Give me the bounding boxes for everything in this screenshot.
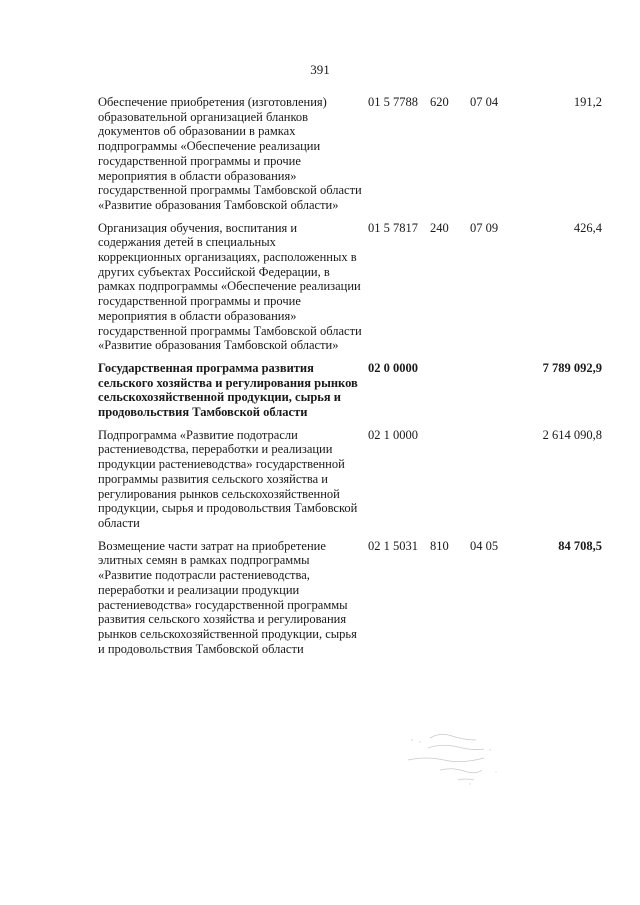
row-target-article: 01 5 7788 (368, 95, 418, 109)
row-section: 04 05 (470, 538, 499, 553)
row-sum: 84 708,5 (558, 538, 602, 553)
row-name: Подпрограмма «Развитие подотрасли растениеводства, переработки и реализации продукции растениеводства» государственной программы развития сельского хозяйства и регулирования рынков сельскохозяйственной продукции, сырья и продовольствия Тамбовской области (98, 427, 358, 530)
row-section: 07 09 (470, 220, 499, 235)
page-number: 391 (310, 62, 330, 77)
table-row (98, 95, 602, 213)
table-row (98, 428, 602, 531)
row-target-article: 02 1 0000 (368, 427, 418, 442)
row-name: Возмещение части затрат на приобретение элитных семян в рамках подпрограммы «Развитие подотрасли растениеводства, переработки и реализации продукции растениеводства» государственной программы развития сельского хозяйства и регулирования рынков сельскохозяйственной продукции, сырья и продовольствия Тамбовской области (98, 538, 357, 656)
row-name: Государственная программа развития сельского хозяйства и регулирования рынков сельскохозяйственной продукции, сырья и продовольствия Тамбовской области (98, 360, 358, 420)
faint-stamp-mark (400, 720, 510, 790)
row-expense-type: 810 (430, 538, 449, 553)
table-row (98, 361, 602, 420)
row-expense-type: 240 (430, 220, 449, 235)
table-row (98, 221, 602, 353)
row-expense-type (430, 361, 460, 420)
table-row (98, 539, 602, 657)
row-section: 07 04 (470, 95, 499, 109)
row-sum: 191,2 (573, 95, 602, 109)
row-section (470, 428, 515, 531)
row-name: Организация обучения, воспитания и содержания детей в специальных коррекционных организациях, расположенных в других субъектах Российской Федерации, в рамках подпрограммы «Обеспечение реализации государственной программы и прочие мероприятия в области образования» государственной программы Тамбовской области «Развитие образования Тамбовской области» (98, 220, 362, 353)
row-sum: 426,4 (573, 220, 602, 235)
budget-table (98, 95, 602, 664)
row-target-article: 02 0 0000 (368, 360, 418, 375)
row-target-article: 01 5 7817 (368, 220, 418, 235)
row-target-article: 02 1 5031 (368, 538, 418, 553)
row-sum: 2 614 090,8 (542, 427, 602, 442)
row-expense-type (430, 428, 460, 531)
row-name: Обеспечение приобретения (изготовления) образовательной организацией бланков документов об образовании в рамках подпрограммы «Обеспечение реализации государственной программы и прочие мероприятия в области образования» государственной программы Тамбовской области «Развитие образования Тамбовской области» (98, 95, 362, 212)
row-sum: 7 789 092,9 (542, 360, 602, 375)
row-expense-type: 620 (430, 95, 449, 109)
row-section (470, 361, 515, 420)
